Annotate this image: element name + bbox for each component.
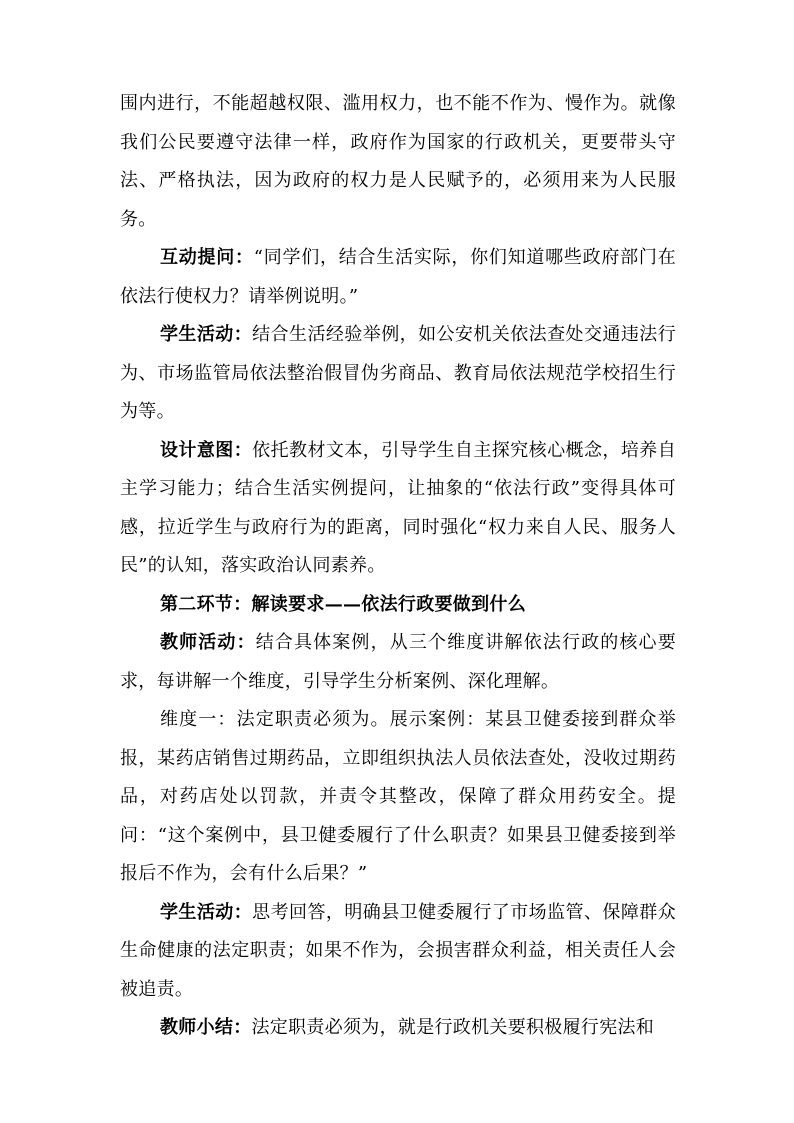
- paragraph-dimension-one: [120, 701, 676, 894]
- paragraph-lead: 互动提问：: [160, 247, 254, 268]
- paragraph-lead: 学生活动：: [160, 901, 253, 923]
- paragraph-student-activity: [120, 316, 676, 432]
- paragraph-lead: 教师活动：: [160, 632, 256, 653]
- paragraph-text: 依托教材文本，引导学生自主探究核心概念，培养自主学习能力；结合生活实例提问，让抽象的“依法行政”变得具体可感，拉近学生与政府行为的距离，同时强化“权力来自人民、服务人民”的认知，落实政治认同素养。: [120, 439, 676, 576]
- paragraph-text: 思考回答，明确县卫健委履行了市场监管、保障群众生命健康的法定职责；如果不作为，会损害群众利益，相关责任人会被追责。: [120, 901, 676, 1000]
- paragraph-text: 结合具体案例，从三个维度讲解依法行政的核心要求，每讲解一个维度，引导学生分析案例、深化理解。: [120, 632, 676, 692]
- paragraph-teacher-activity: [120, 624, 676, 701]
- paragraph-teacher-summary: [120, 1009, 676, 1048]
- paragraph-lead: 教师小结：: [160, 1017, 252, 1038]
- paragraph-text: 维度一：法定职责必须为。展示案例：某县卫健委接到群众举报，某药店销售过期药品，立即组织执法人员依法查处，没收过期药品，对药店处以罚款，并责令其整改，保障了群众用药安全。提问：“这个案例中，县卫健委履行了什么职责？如果县卫健委接到举报后不作为，会有什么后果？”: [120, 709, 676, 884]
- section-heading-text: 第二环节：解读要求——依法行政要做到什么: [160, 593, 526, 615]
- paragraph-interactive-question: [120, 239, 676, 316]
- section-heading: [120, 586, 676, 625]
- paragraph-design-intent: [120, 432, 676, 586]
- paragraph-text: 法定职责必须为，就是行政机关要积极履行宪法和: [251, 1017, 655, 1038]
- paragraph-continuation: [120, 85, 676, 239]
- paragraph-text: “同学们，结合生活实际，你们知道哪些政府部门在依法行使权力？请举例说明。”: [120, 247, 676, 307]
- paragraph-text: 结合生活经验举例，如公安机关依法查处交通违法行为、市场监管局依法整治假冒伪劣商品、教育局依法规范学校招生行为等。: [120, 324, 676, 422]
- paragraph-lead: 设计意图：: [160, 439, 253, 461]
- paragraph-text: 围内进行，不能超越权限、滥用权力，也不能不作为、慢作为。就像我们公民要遵守法律一样，政府作为国家的行政机关，更要带头守法、严格执法，因为政府的权力是人民赋予的，必须用来为人民服务。: [120, 93, 676, 230]
- paragraph-student-activity-2: [120, 894, 676, 1010]
- paragraph-lead: 学生活动：: [160, 324, 253, 345]
- document-page: [120, 85, 676, 1048]
